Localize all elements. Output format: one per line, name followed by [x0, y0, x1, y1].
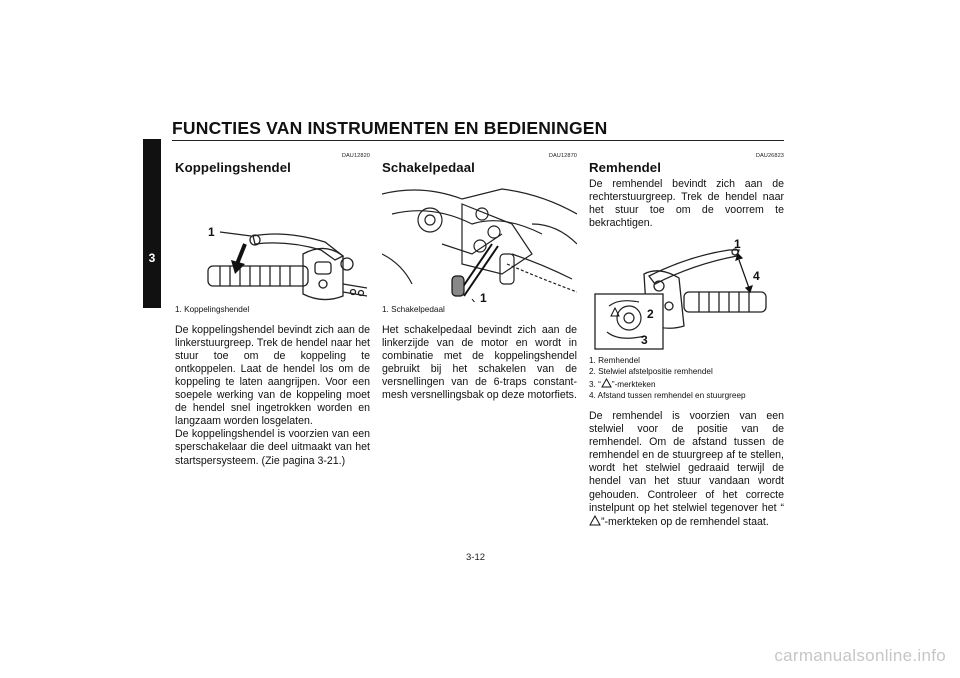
callout-4: 4: [753, 269, 760, 284]
body-paragraph: De koppelingshendel bevindt zich aan de linkerstuurgreep. Trek de hendel naar het stuur toe om de koppeling te ontkoppelen. Laat de hendel los om de koppeling te laten aangrijpen. Voor een soepele werking van de koppeling moet de hendel snel ingetrokken worden en langzaam worden losgelaten.: [175, 323, 370, 428]
caption-item: 4. Afstand tussen remhendel en stuurgreep: [589, 391, 746, 401]
callout-1: 1: [480, 291, 487, 302]
callout-1: 1: [734, 237, 741, 252]
body-text-part: De remhendel is voorzien van een stelwiel voor de positie van de remhendel. Om de afstand tussen de remhendel en de stuurgreep af te stellen, wordt het stelwiel gedraaid terwijl de hendel van het stuur vandaan wordt gehouden. Controleer of het correcte instelpunt op het stelwiel tegenover het “: [589, 410, 784, 514]
chapter-tab: [143, 139, 161, 308]
body-text-part: ”-merkteken op de remhendel staat.: [601, 515, 769, 528]
page-number: 3-12: [466, 552, 486, 563]
shift-pedal-figure: [382, 184, 577, 302]
section-clutch-lever: [175, 150, 370, 468]
figure-caption-list: [589, 356, 784, 402]
caption-text: 3. “: [589, 380, 601, 390]
section-code: DAU26823: [755, 153, 784, 159]
section-code: DAU12870: [548, 153, 577, 159]
section-intro: De remhendel bevindt zich aan de rechterstuurgreep. Trek de hendel naar het stuur toe om de voorrem te bekrachtigen.: [589, 178, 784, 230]
watermark: carmanualsonline.info: [774, 646, 946, 665]
chapter-tab-number: 3: [148, 251, 156, 265]
caption-item: [589, 378, 784, 391]
section-body: [175, 324, 370, 468]
section-heading: Koppelingshendel: [175, 160, 291, 175]
section-body: [382, 324, 577, 403]
body-paragraph: [589, 410, 784, 529]
clutch-lever-illustration: [175, 184, 370, 302]
section-heading: Remhendel: [589, 160, 661, 175]
body-paragraph: Het schakelpedaal bevindt zich aan de linkerzijde van de motor en wordt in combinatie met de koppelingshendel gebruikt bij het schakelen van de versnellingen van de 6-traps constant-mesh versnellingsbak op deze motorfiets.: [382, 323, 577, 402]
section-shift-pedal: [382, 150, 577, 402]
section-heading: Schakelpedaal: [382, 160, 475, 175]
figure-caption: 1. Schakelpedaal: [382, 305, 445, 314]
figure-caption: 1. Koppelingshendel: [175, 305, 250, 314]
brake-lever-figure: [589, 236, 784, 354]
shift-pedal-illustration: [382, 184, 577, 302]
section-brake-lever: [589, 150, 784, 529]
page-header-title: FUNCTIES VAN INSTRUMENTEN EN BEDIENINGEN: [172, 118, 608, 138]
section-body: [589, 410, 784, 529]
triangle-mark-icon: [589, 515, 601, 526]
caption-item: 1. Remhendel: [589, 356, 640, 366]
callout-1: 1: [208, 225, 215, 239]
callout-3: 3: [641, 333, 648, 348]
caption-text: ”-merkteken: [611, 380, 656, 390]
clutch-lever-figure: [175, 184, 370, 302]
brake-lever-illustration: [589, 236, 784, 354]
callout-2: 2: [647, 307, 654, 322]
caption-item: 2. Stelwiel afstelpositie remhendel: [589, 367, 713, 377]
triangle-mark-icon: [601, 378, 612, 388]
section-code: DAU12820: [341, 153, 370, 159]
body-paragraph: De koppelingshendel is voorzien van een sperschakelaar die deel uitmaakt van het startspersysteem. (Zie pagina 3-21.): [175, 428, 370, 467]
header-rule: [172, 140, 784, 141]
